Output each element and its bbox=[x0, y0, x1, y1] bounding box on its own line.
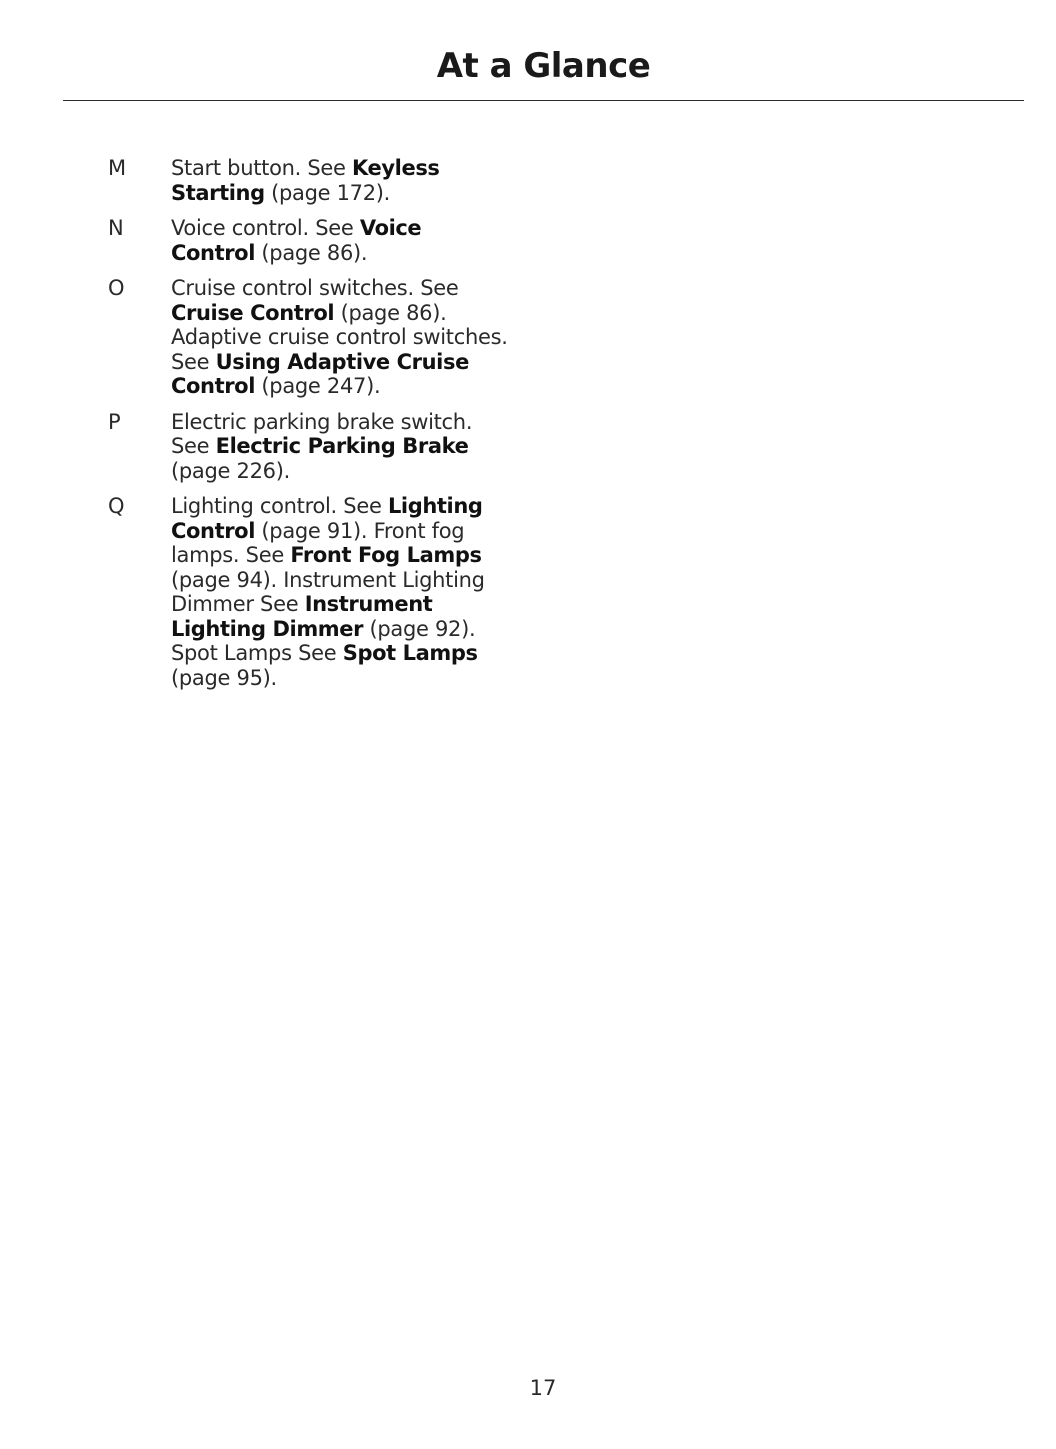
entry-text bbox=[171, 156, 568, 205]
entry-line bbox=[171, 350, 568, 375]
reference-link: Electric Parking Brake bbox=[215, 434, 469, 458]
reference-link: Keyless bbox=[352, 156, 440, 180]
entry-letter: P bbox=[108, 409, 121, 434]
text-run: See bbox=[171, 434, 216, 458]
text-run: Electric parking brake switch. bbox=[171, 409, 473, 434]
entry-line bbox=[171, 434, 568, 459]
entry-text bbox=[171, 216, 568, 265]
text-run: (page 172). bbox=[264, 180, 391, 205]
text-run: (page 86). bbox=[255, 240, 368, 265]
entry-letter: Q bbox=[108, 494, 125, 518]
page-header bbox=[63, 40, 1024, 101]
entry-line bbox=[171, 592, 568, 617]
reference-link: Lighting bbox=[387, 494, 483, 518]
list-item bbox=[108, 410, 568, 484]
text-run: Cruise control switches. See bbox=[171, 276, 459, 300]
text-run: lamps. See bbox=[171, 543, 291, 567]
entry-line bbox=[171, 325, 568, 350]
entry-line bbox=[171, 181, 568, 206]
text-run: (page 92). bbox=[363, 616, 476, 641]
text-run: (page 95). bbox=[171, 665, 277, 690]
entry-letter: M bbox=[108, 156, 127, 180]
text-run: Voice control. See bbox=[171, 216, 360, 240]
text-run: (page 91). Front fog bbox=[255, 518, 465, 543]
reference-link: Control bbox=[171, 240, 256, 265]
entry-line bbox=[171, 301, 568, 326]
entry-line bbox=[171, 494, 568, 519]
reference-link: Control bbox=[171, 518, 256, 543]
list-item bbox=[108, 216, 568, 265]
reference-link: Spot Lamps bbox=[342, 641, 478, 665]
reference-link: Front Fog Lamps bbox=[290, 543, 482, 567]
entry-line bbox=[171, 543, 568, 568]
text-run: Dimmer See bbox=[171, 592, 305, 616]
text-run: (page 94). Instrument Lighting bbox=[171, 567, 485, 592]
entry-line bbox=[171, 216, 568, 241]
entry-list bbox=[108, 156, 568, 701]
entry-line bbox=[171, 617, 568, 642]
reference-link: Instrument bbox=[304, 592, 433, 616]
entry-line bbox=[171, 519, 568, 544]
page-number: 17 bbox=[529, 1376, 557, 1400]
entry-line bbox=[171, 459, 568, 484]
entry-line bbox=[171, 641, 568, 666]
entry-letter: O bbox=[108, 276, 125, 300]
list-item bbox=[108, 156, 568, 205]
entry-line bbox=[171, 666, 568, 691]
list-item bbox=[108, 494, 568, 690]
list-item bbox=[108, 276, 568, 399]
reference-link: Starting bbox=[171, 180, 265, 205]
entry-line bbox=[171, 156, 568, 181]
reference-link: Control bbox=[171, 374, 256, 398]
entry-line bbox=[171, 568, 568, 593]
text-run: (page 86). bbox=[334, 300, 447, 325]
text-run: (page 247). bbox=[255, 374, 381, 398]
entry-line bbox=[171, 410, 568, 435]
text-run: Spot Lamps See bbox=[171, 641, 343, 665]
entry-text bbox=[171, 494, 568, 690]
reference-link: Voice bbox=[359, 216, 422, 240]
entry-text bbox=[171, 410, 568, 484]
entry-text bbox=[171, 276, 568, 399]
reference-link: Cruise Control bbox=[171, 300, 335, 325]
text-run: (page 226). bbox=[171, 458, 290, 483]
text-run: Start button. See bbox=[171, 156, 353, 180]
text-run: Lighting control. See bbox=[171, 494, 388, 518]
reference-link: Using Adaptive Cruise bbox=[215, 349, 469, 374]
entry-line bbox=[171, 374, 568, 399]
page-title: At a Glance bbox=[436, 46, 651, 86]
text-run: See bbox=[171, 349, 216, 374]
text-run: Adaptive cruise control switches. bbox=[171, 325, 508, 349]
entry-letter: N bbox=[108, 216, 124, 240]
reference-link: Lighting Dimmer bbox=[171, 616, 364, 641]
entry-line bbox=[171, 241, 568, 266]
entry-line bbox=[171, 276, 568, 301]
